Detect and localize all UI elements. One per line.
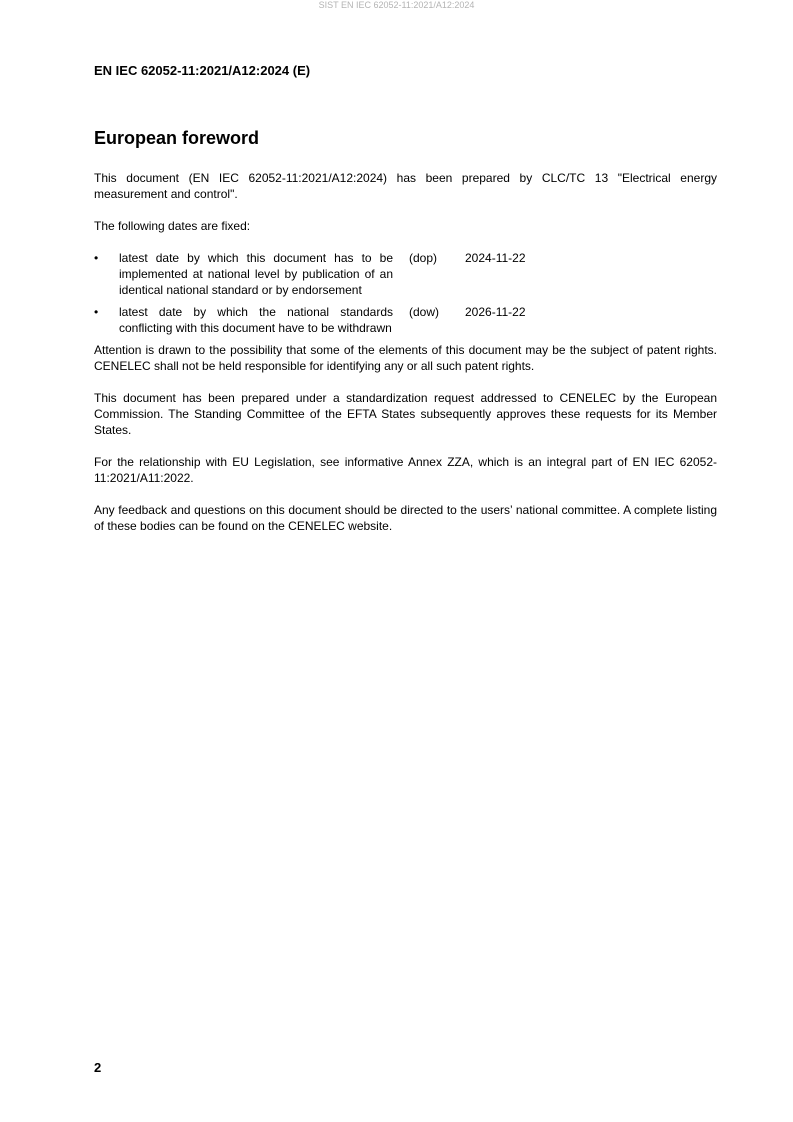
document-identifier: EN IEC 62052-11:2021/A12:2024 (E) [94,63,311,78]
dates-list-item-dop [94,250,717,298]
foreword-body [94,170,717,550]
dates-list-item-dow [94,304,717,336]
dates-intro-paragraph: The following dates are fixed: [94,219,251,233]
standardization-request-paragraph: This document has been prepared under a standardization request addressed to CENELEC by the European Commission. The Standing Committee of the EFTA States subsequently approves these requests for its Member States. [94,391,717,437]
page-number: 2 [94,1060,102,1075]
intro-paragraph: This document (EN IEC 62052-11:2021/A12:2024) has been prepared by CLC/TC 13 "Electrical energy measurement and control". [94,171,717,201]
date-value: 2024-11-22 [465,251,526,265]
date-abbreviation: (dop) [409,251,438,265]
patent-paragraph: Attention is drawn to the possibility that some of the elements of this document may be the subject of patent rights. CENELEC shall not be held responsible for identifying any or all such patent rights. [94,343,717,373]
date-description: latest date by which the national standards conflicting with this document have to be withdrawn [119,305,393,335]
date-description: latest date by which this document has to be implemented at national level by publication of an identical national standard or by endorsement [119,251,393,297]
bullet-icon: • [94,251,99,265]
date-abbreviation: (dow) [409,305,440,319]
feedback-paragraph: Any feedback and questions on this document should be directed to the users’ national committee. A complete listing of these bodies can be found on the CENELEC website. [94,503,717,533]
bullet-icon: • [94,305,99,319]
date-value: 2026-11-22 [465,305,526,319]
dates-list [94,250,717,336]
eu-legislation-paragraph: For the relationship with EU Legislation, see informative Annex ZZA, which is an integral part of EN IEC 62052-11:2021/A11:2022. [94,455,717,485]
watermark-text: SIST EN IEC 62052-11:2021/A12:2024 [318,0,475,10]
page-title: European foreword [94,128,260,148]
